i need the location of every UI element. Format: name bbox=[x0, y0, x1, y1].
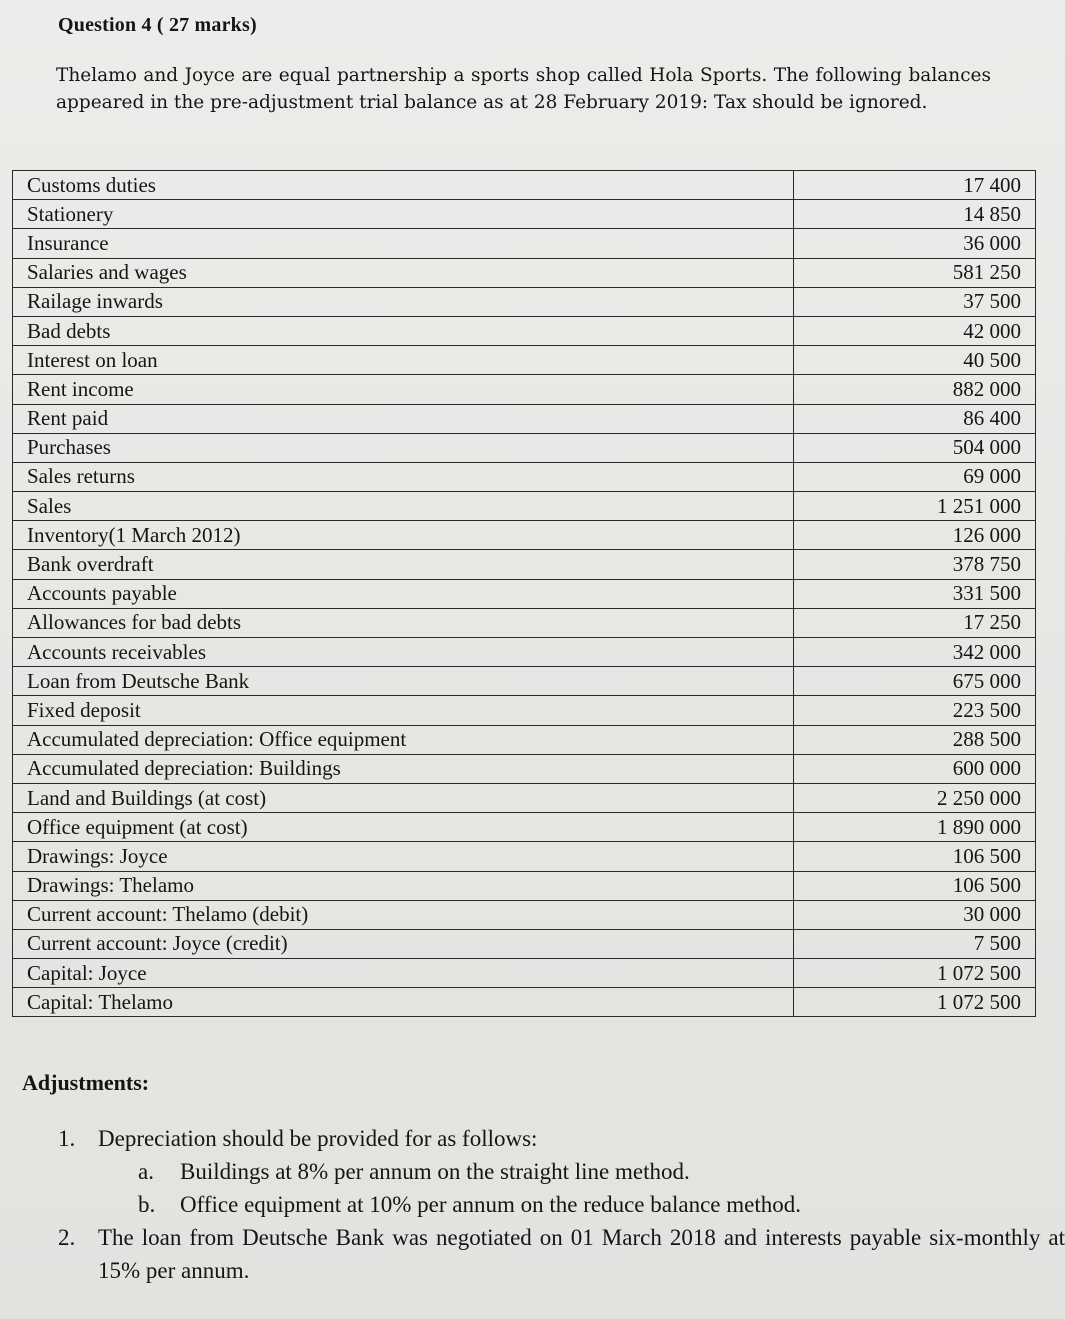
account-name: Capital: Joyce bbox=[13, 959, 794, 988]
account-amount: 1 072 500 bbox=[794, 988, 1036, 1017]
account-name: Accumulated depreciation: Office equipment bbox=[13, 725, 794, 754]
account-amount: 331 500 bbox=[794, 579, 1036, 608]
account-name: Land and Buildings (at cost) bbox=[13, 783, 794, 812]
account-amount: 40 500 bbox=[794, 346, 1036, 375]
adjustment-text: The loan from Deutsche Bank was negotiated on 01 March 2018 and interests payable six-monthly at 15% per annum. bbox=[98, 1225, 1065, 1283]
table-row bbox=[13, 988, 1036, 1017]
account-name: Bad debts bbox=[13, 316, 794, 345]
account-amount: 106 500 bbox=[794, 842, 1036, 871]
table-row bbox=[13, 783, 1036, 812]
account-name: Current account: Thelamo (debit) bbox=[13, 900, 794, 929]
adjustment-number: 2. bbox=[58, 1225, 76, 1250]
question-intro-text: Thelamo and Joyce are equal partnership a sports shop called Hola Sports. The following balances appeared in the pre-adjustment trial balance as at 28 February 2019: Tax should be ignored. bbox=[56, 65, 991, 113]
table-row bbox=[13, 579, 1036, 608]
table-row bbox=[13, 375, 1036, 404]
table-row bbox=[13, 550, 1036, 579]
table-row bbox=[13, 521, 1036, 550]
table-row bbox=[13, 696, 1036, 725]
account-name: Insurance bbox=[13, 229, 794, 258]
account-name: Sales returns bbox=[13, 462, 794, 491]
adjustment-item bbox=[58, 1122, 1065, 1155]
account-name: Drawings: Thelamo bbox=[13, 871, 794, 900]
table-row bbox=[13, 725, 1036, 754]
account-amount: 342 000 bbox=[794, 638, 1036, 667]
account-amount: 126 000 bbox=[794, 521, 1036, 550]
account-name: Allowances for bad debts bbox=[13, 608, 794, 637]
account-name: Office equipment (at cost) bbox=[13, 813, 794, 842]
account-amount: 86 400 bbox=[794, 404, 1036, 433]
account-amount: 1 072 500 bbox=[794, 959, 1036, 988]
adjustment-text: Depreciation should be provided for as follows: bbox=[98, 1126, 538, 1151]
account-amount: 2 250 000 bbox=[794, 783, 1036, 812]
adjustments-heading: Adjustments: bbox=[22, 1070, 150, 1095]
account-name: Rent income bbox=[13, 375, 794, 404]
table-row bbox=[13, 959, 1036, 988]
account-amount: 14 850 bbox=[794, 200, 1036, 229]
question-title: Question 4 ( 27 marks) bbox=[58, 14, 257, 36]
table-row bbox=[13, 404, 1036, 433]
table-row bbox=[13, 900, 1036, 929]
account-name: Rent paid bbox=[13, 404, 794, 433]
table-row bbox=[13, 287, 1036, 316]
table-row bbox=[13, 929, 1036, 958]
account-amount: 17 400 bbox=[794, 171, 1036, 200]
adjustment-number: 1. bbox=[58, 1126, 76, 1151]
adjustment-subitem bbox=[58, 1188, 1065, 1221]
account-name: Accounts receivables bbox=[13, 638, 794, 667]
account-name: Capital: Thelamo bbox=[13, 988, 794, 1017]
account-amount: 581 250 bbox=[794, 258, 1036, 287]
subitem-text: Office equipment at 10% per annum on the reduce balance method. bbox=[180, 1192, 801, 1217]
account-amount: 36 000 bbox=[794, 229, 1036, 258]
table-row bbox=[13, 462, 1036, 491]
account-amount: 378 750 bbox=[794, 550, 1036, 579]
account-amount: 1 251 000 bbox=[794, 492, 1036, 521]
account-name: Current account: Joyce (credit) bbox=[13, 929, 794, 958]
account-name: Interest on loan bbox=[13, 346, 794, 375]
table-row bbox=[13, 754, 1036, 783]
account-amount: 675 000 bbox=[794, 667, 1036, 696]
account-name: Salaries and wages bbox=[13, 258, 794, 287]
account-amount: 42 000 bbox=[794, 316, 1036, 345]
account-amount: 882 000 bbox=[794, 375, 1036, 404]
table-row bbox=[13, 813, 1036, 842]
table-row bbox=[13, 608, 1036, 637]
account-name: Drawings: Joyce bbox=[13, 842, 794, 871]
account-name: Bank overdraft bbox=[13, 550, 794, 579]
account-name: Purchases bbox=[13, 433, 794, 462]
trial-balance-table bbox=[12, 170, 1036, 1017]
subitem-letter: a. bbox=[138, 1159, 154, 1184]
adjustments-list bbox=[58, 1122, 1065, 1287]
adjustment-subitem bbox=[58, 1155, 1065, 1188]
account-name: Sales bbox=[13, 492, 794, 521]
account-amount: 37 500 bbox=[794, 287, 1036, 316]
table-row bbox=[13, 433, 1036, 462]
account-name: Stationery bbox=[13, 200, 794, 229]
account-amount: 1 890 000 bbox=[794, 813, 1036, 842]
table-row bbox=[13, 171, 1036, 200]
account-amount: 223 500 bbox=[794, 696, 1036, 725]
account-amount: 600 000 bbox=[794, 754, 1036, 783]
table-row bbox=[13, 200, 1036, 229]
account-name: Accumulated depreciation: Buildings bbox=[13, 754, 794, 783]
table-row bbox=[13, 316, 1036, 345]
table-row bbox=[13, 871, 1036, 900]
table-row bbox=[13, 638, 1036, 667]
account-amount: 17 250 bbox=[794, 608, 1036, 637]
account-name: Railage inwards bbox=[13, 287, 794, 316]
subitem-letter: b. bbox=[138, 1192, 156, 1217]
account-name: Accounts payable bbox=[13, 579, 794, 608]
table-row bbox=[13, 492, 1036, 521]
account-amount: 288 500 bbox=[794, 725, 1036, 754]
table-row bbox=[13, 229, 1036, 258]
adjustment-item bbox=[58, 1221, 1065, 1287]
table-row bbox=[13, 842, 1036, 871]
subitem-text: Buildings at 8% per annum on the straight line method. bbox=[180, 1159, 690, 1184]
account-amount: 7 500 bbox=[794, 929, 1036, 958]
table-row bbox=[13, 667, 1036, 696]
account-name: Customs duties bbox=[13, 171, 794, 200]
account-amount: 504 000 bbox=[794, 433, 1036, 462]
account-name: Fixed deposit bbox=[13, 696, 794, 725]
account-name: Loan from Deutsche Bank bbox=[13, 667, 794, 696]
account-amount: 69 000 bbox=[794, 462, 1036, 491]
table-row bbox=[13, 346, 1036, 375]
account-name: Inventory(1 March 2012) bbox=[13, 521, 794, 550]
account-amount: 106 500 bbox=[794, 871, 1036, 900]
table-row bbox=[13, 258, 1036, 287]
account-amount: 30 000 bbox=[794, 900, 1036, 929]
